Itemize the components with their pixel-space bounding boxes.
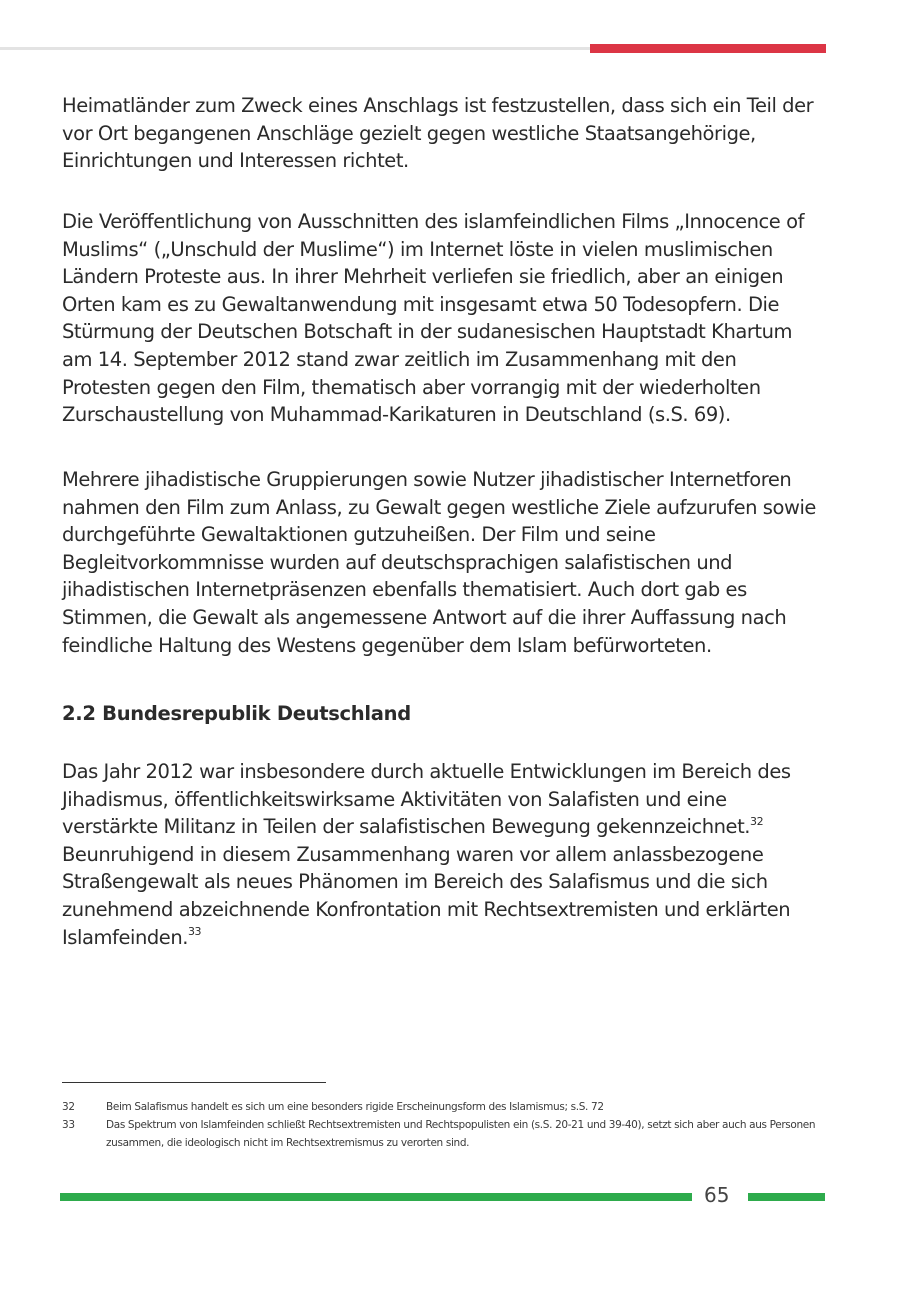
footnote-ref-33: 33 xyxy=(188,925,202,939)
paragraph-1: Heimatländer zum Zweck eines Anschlags ist festzustellen, dass sich ein Teil der vor Ort begangenen Anschläge gezielt gegen westliche Staatsangehörige, Einrichtungen und Interessen richtet. xyxy=(62,94,814,173)
paragraph-4-part-2: Beunruhigend in diesem Zusammenhang waren vor allem anlassbezogene Straßengewalt als neues Phänomen im Bereich des Salafismus und die sich zunehmend abzeichnende Konfrontation mit Rechtsextremisten und erklärten Islamfeinden. xyxy=(62,842,791,949)
footnote-number: 33 xyxy=(62,1119,75,1131)
paragraph-3: Mehrere jihadistische Gruppierungen sowie Nutzer jihadistischer Internetforen nahmen den Film zum Anlass, zu Gewalt gegen westliche Ziele aufzurufen sowie durchgeführte Gewaltaktionen gutzuheißen. Der Film und seine Begleitvorkommnisse wurden auf deutschsprachigen salafistischen und jihadistischen Internetpräsenzen ebenfalls thematisiert. Auch dort gab es Stimmen, die Gewalt als angemessene Antwort auf die ihrer Auffassung nach feindliche Haltung des Westens gegenüber dem Islam befürworteten. xyxy=(62,468,816,657)
top-rule-grey xyxy=(0,47,590,50)
paragraph-2: Die Veröffentlichung von Ausschnitten des islamfeindlichen Films „Innocence of Muslims“ („Unschuld der Muslime“) im Internet löste in vielen muslimischen Ländern Proteste aus. In ihrer Mehrheit verliefen sie friedlich, aber an einigen Orten kam es zu Gewaltanwendung mit insgesamt etwa 50 Todesopfern. Die Stürmung der Deutschen Botschaft in der sudanesischen Hauptstadt Khartum am 14. September 2012 stand zwar zeitlich im Zusammenhang mit den Protesten gegen den Film, thematisch aber vorrangig mit der wiederholten Zurschaustellung von Muhammad-Karikaturen in Deutschland (s.S. 69). xyxy=(62,210,804,427)
top-rule-red xyxy=(590,44,826,53)
footnote-number: 32 xyxy=(62,1101,75,1113)
footnotes xyxy=(62,1098,824,1152)
top-decorative-rule xyxy=(0,44,826,54)
bottom-rule-green-left xyxy=(60,1193,692,1201)
section-heading: 2.2 Bundesrepublik Deutschland xyxy=(62,702,411,725)
footnote-ref-32: 32 xyxy=(750,814,764,828)
footnote-separator xyxy=(62,1082,326,1083)
footnote-32 xyxy=(62,1098,824,1116)
bottom-decorative-bar xyxy=(60,1183,825,1212)
paragraph-4-part-1: Das Jahr 2012 war insbesondere durch aktuelle Entwicklungen im Bereich des Jihadismus, öffentlichkeitswirksame Aktivitäten von Salafisten und eine verstärkte Militanz in Teilen der salafistischen Bewegung gekennzeichnet. xyxy=(62,760,791,839)
footnote-33 xyxy=(62,1116,824,1152)
footnote-text: Beim Salafismus handelt es sich um eine besonders rigide Erscheinungsform des Islamismus; s.S. 72 xyxy=(106,1101,604,1113)
bottom-rule-green-right xyxy=(748,1193,825,1201)
footnote-text: Das Spektrum von Islamfeinden schließt Rechtsextremisten und Rechtspopulisten ein (s.S. 20-21 und 39-40), setzt sich aber auch aus Personen zusammen, die ideologisch nicht im Rechtsextremismus zu verorten sind. xyxy=(106,1119,816,1149)
paragraph-4 xyxy=(62,758,824,951)
page-number: 65 xyxy=(704,1183,730,1207)
